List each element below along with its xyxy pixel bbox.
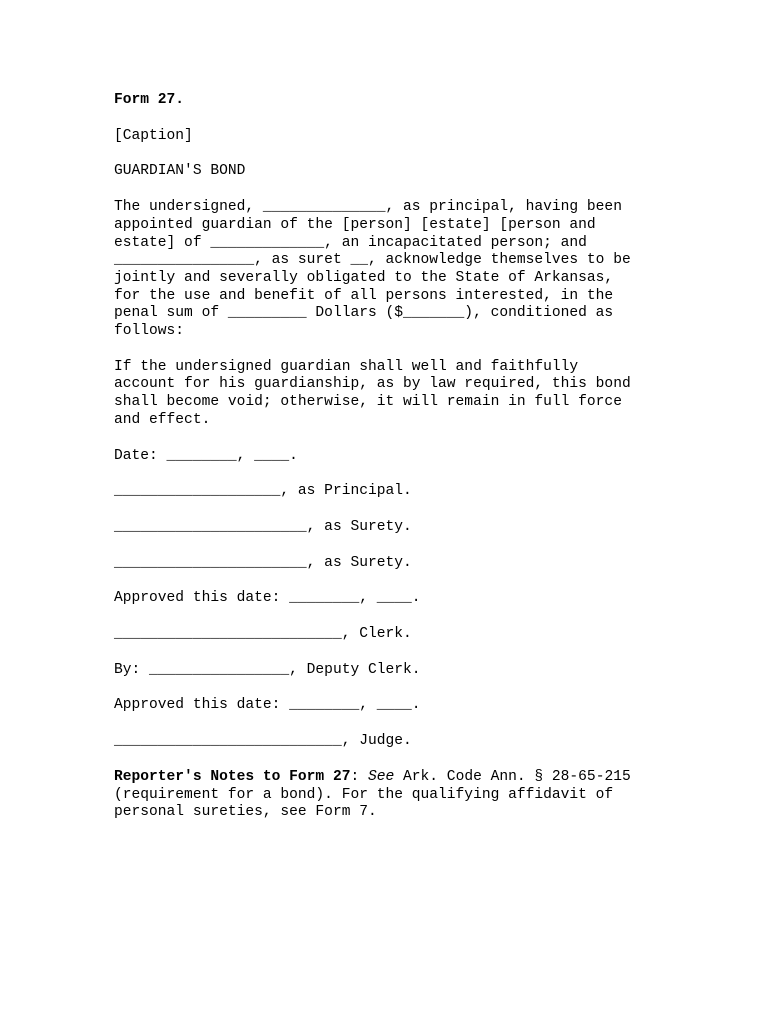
reporters-notes-colon: :	[350, 768, 368, 785]
reporters-notes-see: See	[367, 768, 395, 785]
form-title: Form 27.	[114, 92, 185, 108]
reporters-notes-label: Reporter's Notes to Form 27	[114, 768, 351, 785]
bond-body-paragraph-1: The undersigned, ______________, as principal, having been appointed guardian of the [person] [estate] [person and estate] of _____________, an incapacitated person; and ________________, as suret __, acknowledge themselves to be jointly and severally obligated to the State of Arkansas, for the use and benefit of all persons interested, in the penal sum of _________ Dollars ($_______), conditioned as follows:	[114, 199, 631, 340]
reporters-notes-text: Ark. Code Ann. § 28-65-215 (requirement for a bond). For the qualifying affidavit of personal sureties, see Form 7.	[114, 768, 631, 821]
surety-signature-line-2: ______________________, as Surety.	[114, 554, 412, 571]
judge-signature-line: __________________________, Judge.	[114, 733, 412, 750]
clerk-signature-line: __________________________, Clerk.	[114, 626, 412, 643]
principal-signature-line: ___________________, as Principal.	[114, 483, 412, 500]
caption-placeholder: [Caption]	[114, 127, 193, 144]
surety-signature-line-1: ______________________, as Surety.	[114, 518, 412, 535]
deputy-clerk-signature-line: By: ________________, Deputy Clerk.	[114, 661, 421, 678]
approved-date-line-1: Approved this date: ________, ____.	[114, 590, 421, 607]
date-line: Date: ________, ____.	[114, 447, 298, 464]
bond-body-paragraph-2: If the undersigned guardian shall well and faithfully account for his guardianship, as by law required, this bond shall become void; otherwise, it will remain in full force and effect.	[114, 358, 631, 428]
document-page	[114, 92, 674, 840]
reporters-notes	[114, 769, 674, 822]
approved-date-line-2: Approved this date: ________, ____.	[114, 697, 421, 714]
bond-title: GUARDIAN'S BOND	[114, 163, 246, 180]
